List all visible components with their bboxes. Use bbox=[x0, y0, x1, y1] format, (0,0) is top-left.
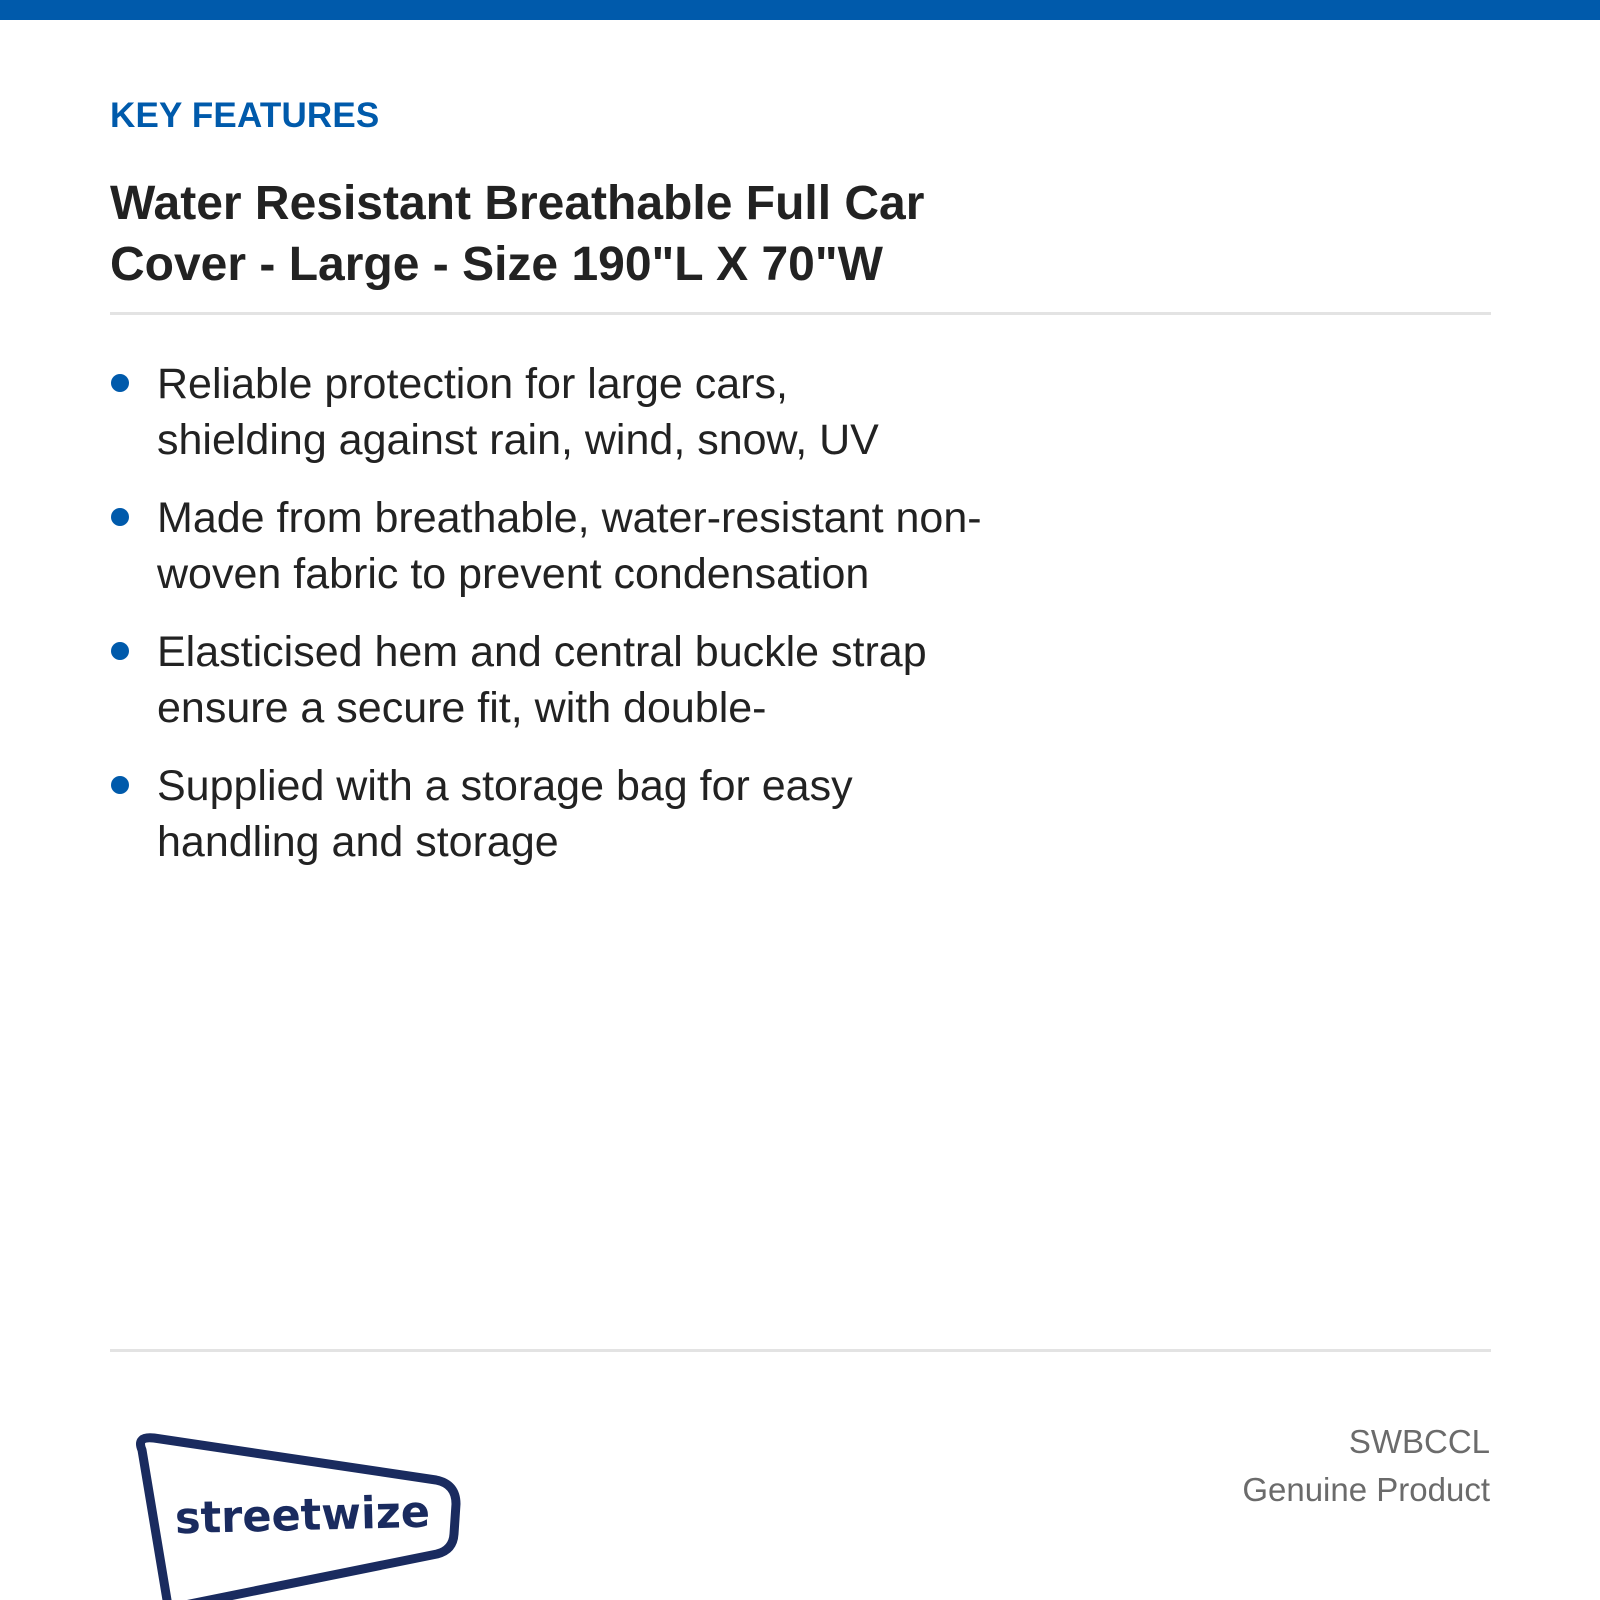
feature-text-line-2: ensure a secure fit, with double- bbox=[157, 684, 767, 732]
product-title-line-2: Cover - Large - Size 190"L X 70"W bbox=[110, 238, 883, 291]
feature-text-line-1: Supplied with a storage bag for easy bbox=[157, 762, 853, 810]
feature-item bbox=[110, 624, 1070, 736]
product-title bbox=[110, 173, 970, 295]
feature-item bbox=[110, 758, 1070, 870]
header-divider bbox=[110, 312, 1491, 315]
feature-list bbox=[110, 356, 1070, 892]
top-accent-bar bbox=[0, 0, 1600, 20]
streetwize-logo-graphic bbox=[128, 1430, 473, 1600]
feature-text-line-1: Elasticised hem and central buckle strap bbox=[157, 628, 927, 676]
section-label: KEY FEATURES bbox=[110, 96, 380, 135]
feature-text-line-1: Made from breathable, water-resistant non- bbox=[157, 494, 982, 542]
bullet-dot-icon bbox=[111, 508, 129, 526]
feature-item bbox=[110, 490, 1070, 602]
bullet-dot-icon bbox=[111, 374, 129, 392]
bullet-dot-icon bbox=[111, 776, 129, 794]
product-code-block bbox=[1242, 1418, 1490, 1514]
product-title-line-1: Water Resistant Breathable Full Car bbox=[110, 177, 925, 230]
footer-divider bbox=[110, 1349, 1491, 1352]
streetwize-logo bbox=[128, 1430, 473, 1600]
feature-text-line-2: shielding against rain, wind, snow, UV bbox=[157, 416, 879, 464]
bullet-dot-icon bbox=[111, 642, 129, 660]
feature-text-line-1: Reliable protection for large cars, bbox=[157, 360, 788, 408]
logo-wordmark: streetwize bbox=[174, 1486, 437, 1545]
feature-text-line-2: woven fabric to prevent condensation bbox=[157, 550, 870, 598]
product-sku: SWBCCL bbox=[1348, 1423, 1490, 1460]
genuine-product-label: Genuine Product bbox=[1242, 1471, 1490, 1508]
feature-item bbox=[110, 356, 1070, 468]
feature-text-line-2: handling and storage bbox=[157, 818, 559, 866]
